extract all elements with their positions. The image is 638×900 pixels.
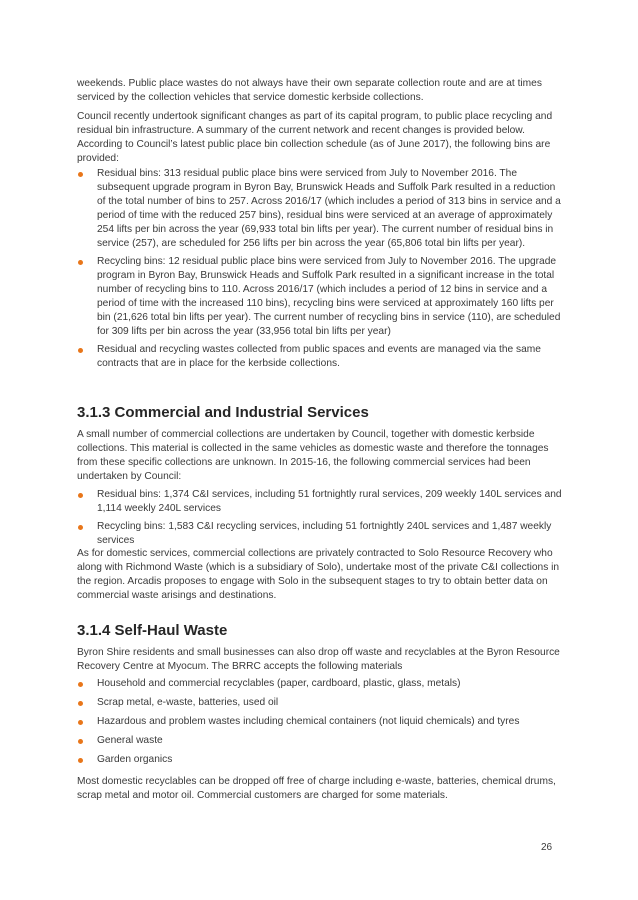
commercial-services-list bbox=[77, 488, 563, 548]
bullet-text: Garden organics bbox=[97, 754, 173, 765]
commercial-closing-paragraph: As for domestic services, commercial collections are privately contracted to Solo Resource Recovery who along with Richmond Waste (which is a subsidiary of Solo), undertake most of the private C&I collections in the region. Arcadis proposes to engage with Solo in the subsequent stages to try to obtain better data on commercial waste arisings and destinations. bbox=[77, 548, 560, 601]
section-heading-commercial-industrial: 3.1.3 Commercial and Industrial Services bbox=[77, 404, 369, 421]
council-paragraph: Council recently undertook significant changes as part of its capital program, to public place recycling and residual bin infrastructure. A summary of the current network and recent changes is provided below. According to Council’s latest public place bin collection schedule (as of June 2017), the following bins are provided: bbox=[77, 111, 553, 164]
list-item bbox=[77, 167, 563, 251]
bullet-icon bbox=[78, 720, 83, 725]
bullet-text: Hazardous and problem wastes including chemical containers (not liquid chemicals) and tyres bbox=[97, 716, 520, 727]
bullet-icon bbox=[78, 525, 83, 530]
list-item bbox=[77, 520, 563, 548]
bullet-icon bbox=[78, 348, 83, 353]
bullet-icon bbox=[78, 260, 83, 265]
list-item bbox=[77, 715, 563, 729]
self-haul-closing-paragraph: Most domestic recyclables can be dropped off free of charge including e-waste, batteries, chemical drums, scrap metal and motor oil. Commercial customers are charged for some materials. bbox=[77, 776, 556, 801]
bullet-icon bbox=[78, 172, 83, 177]
list-item bbox=[77, 734, 563, 748]
bullet-text: Scrap metal, e-waste, batteries, used oil bbox=[97, 697, 279, 708]
list-item bbox=[77, 753, 563, 767]
self-haul-paragraph: Byron Shire residents and small businesses can also drop off waste and recyclables at the Byron Resource Recovery Centre at Myocum. The BRRC accepts the following materials bbox=[77, 647, 560, 672]
section-heading-self-haul: 3.1.4 Self-Haul Waste bbox=[77, 622, 228, 639]
bullet-text: General waste bbox=[97, 735, 163, 746]
bullet-icon bbox=[78, 682, 83, 687]
list-item bbox=[77, 696, 563, 710]
bullet-icon bbox=[78, 701, 83, 706]
bullet-icon bbox=[78, 739, 83, 744]
bullet-icon bbox=[78, 758, 83, 763]
list-item bbox=[77, 343, 563, 371]
bullet-icon bbox=[78, 493, 83, 498]
public-bins-list bbox=[77, 167, 563, 371]
bullet-text: Residual bins: 313 residual public place bins were serviced from July to November 2016. The subsequent upgrade program in Byron Bay, Brunswick Heads and Suffolk Park resulted in a reduction of the total number of bins to 257. Across 2016/17 (which includes a period of 313 bins in service and a period of time with the reduced 257 bins), residual bins were serviced at an average of approximately 254 lifts per bin across the year (69,933 total bin lifts per year). The current number of residual bins in service (257), are scheduled for 256 lifts per bin across the year (65,806 total bin lifts per year). bbox=[97, 168, 561, 249]
intro-paragraph: weekends. Public place wastes do not always have their own separate collection route and are at times serviced by the collection vehicles that service domestic kerbside collections. bbox=[77, 78, 542, 103]
bullet-text: Residual and recycling wastes collected from public spaces and events are managed via the same contracts that are in place for the kerbside collections. bbox=[97, 344, 541, 369]
list-item bbox=[77, 255, 563, 339]
list-item bbox=[77, 677, 563, 691]
list-item bbox=[77, 488, 563, 516]
bullet-text: Recycling bins: 1,583 C&I recycling services, including 51 fortnightly 240L services and 1,487 weekly services bbox=[97, 521, 552, 546]
commercial-paragraph: A small number of commercial collections are undertaken by Council, together with domestic kerbside collections. This material is collected in the same vehicles as domestic waste and therefore the tonnages from these specific collections are unknown. In 2015-16, the following commercial services had been undertaken by Council: bbox=[77, 429, 549, 482]
bullet-text: Residual bins: 1,374 C&I services, including 51 fortnightly rural services, 209 weekly 140L services and 1,114 weekly 240L services bbox=[97, 489, 562, 514]
page-number: 26 bbox=[541, 842, 553, 853]
accepted-materials-list bbox=[77, 677, 563, 767]
bullet-text: Recycling bins: 12 residual public place bins were serviced from July to November 2016. The upgrade program in Byron Bay, Brunswick Heads and Suffolk Park resulted in a significant increase in the total number of recycling bins to 110. Across 2016/17 (which includes a period of 12 bins in service and a period of time with the increased 110 bins), recycling bins were serviced at approximately 160 lifts per bin (21,626 total bin lifts per year). The current number of recycling bins in service (110), are scheduled for 309 lifts per bin across the year (33,956 total bin lifts per year) bbox=[97, 256, 561, 337]
bullet-text: Household and commercial recyclables (paper, cardboard, plastic, glass, metals) bbox=[97, 678, 461, 689]
